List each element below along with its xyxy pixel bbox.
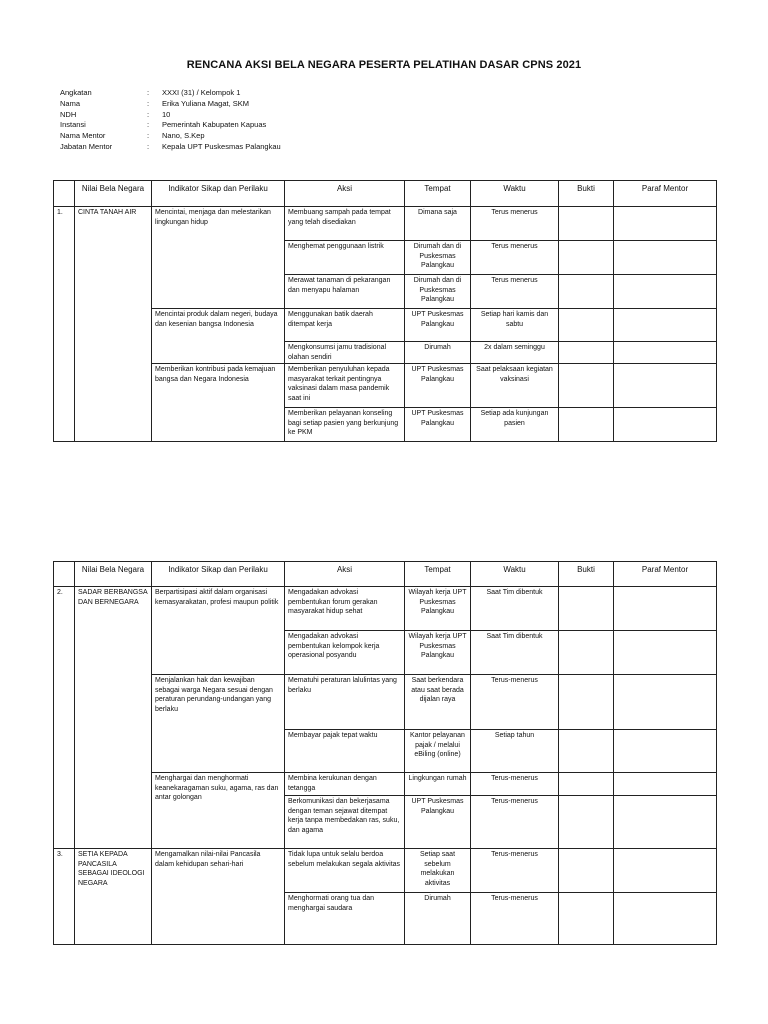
info-colon: : bbox=[147, 131, 150, 141]
paraf-cell bbox=[614, 773, 717, 796]
action-plan-table-2 bbox=[53, 561, 717, 945]
paraf-cell bbox=[614, 207, 717, 241]
nilai-bela-negara: CINTA TANAH AIR bbox=[75, 207, 152, 442]
waktu-cell: Saat Tim dibentuk bbox=[471, 587, 559, 631]
tempat-cell: Setiap saat sebelum melakukan aktivitas bbox=[405, 849, 471, 893]
document-title: RENCANA AKSI BELA NEGARA PESERTA PELATIHAN DASAR CPNS 2021 bbox=[186, 59, 582, 71]
info-value: Pemerintah Kabupaten Kapuas bbox=[162, 120, 267, 130]
tempat-cell: Dirumah bbox=[405, 893, 471, 945]
bukti-cell bbox=[559, 364, 614, 408]
tempat-cell: Kantor pelayanan pajak / melalui eBiling (online) bbox=[405, 730, 471, 773]
tempat-cell: Wilayah kerja UPT Puskesmas Palangkau bbox=[405, 587, 471, 631]
tempat-cell: Dirumah bbox=[405, 342, 471, 364]
waktu-cell: Terus menerus bbox=[471, 207, 559, 241]
action-plan-table-1 bbox=[53, 180, 717, 442]
header-waktu: Waktu bbox=[471, 181, 559, 207]
paraf-cell bbox=[614, 893, 717, 945]
header-nilai: Nilai Bela Negara bbox=[75, 562, 152, 587]
paraf-cell bbox=[614, 364, 717, 408]
waktu-cell: Terus-menerus bbox=[471, 893, 559, 945]
info-label: Instansi bbox=[60, 120, 86, 130]
table-row bbox=[54, 773, 717, 796]
nilai-bela-negara: SETIA KEPADA PANCASILA SEBAGAI IDEOLOGI NEGARA bbox=[75, 849, 152, 945]
aksi-cell: Mengadakan advokasi pembentukan forum gerakan masyarakat hidup sehat bbox=[285, 587, 405, 631]
aksi-cell: Memberikan penyuluhan kepada masyarakat terkait pentingnya vaksinasi dalam masa pandemik saat ini bbox=[285, 364, 405, 408]
header-paraf: Paraf Mentor bbox=[614, 181, 717, 207]
info-row-nama-mentor bbox=[60, 131, 281, 142]
bukti-cell bbox=[559, 730, 614, 773]
info-label: Jabatan Mentor bbox=[60, 141, 113, 151]
waktu-cell: Setiap hari kamis dan sabtu bbox=[471, 309, 559, 342]
info-row-ndh bbox=[60, 110, 281, 121]
waktu-cell: Terus-menerus bbox=[471, 796, 559, 849]
paraf-cell bbox=[614, 408, 717, 442]
waktu-cell: Terus-menerus bbox=[471, 675, 559, 730]
header-waktu: Waktu bbox=[471, 562, 559, 587]
waktu-cell: Setiap ada kunjungan pasien bbox=[471, 408, 559, 442]
info-label: NDH bbox=[60, 109, 77, 119]
bukti-cell bbox=[559, 275, 614, 309]
indikator-cell: Menjalankan hak dan kewajiban sebagai warga Negara sesuai dengan peraturan perundang-undangan yang berlaku bbox=[152, 675, 285, 773]
info-label: Angkatan bbox=[60, 88, 92, 97]
info-row-instansi bbox=[60, 120, 281, 131]
info-value: Kepala UPT Puskesmas Palangkau bbox=[162, 141, 281, 151]
info-colon: : bbox=[147, 141, 150, 151]
indikator-cell: Menghargai dan menghormati keanekaragaman suku, agama, ras dan antar golongan bbox=[152, 773, 285, 849]
indikator-cell: Mengamalkan nilai-nilai Pancasila dalam kehidupan sehari-hari bbox=[152, 849, 285, 945]
header-indikator: Indikator Sikap dan Perilaku bbox=[152, 562, 285, 587]
paraf-cell bbox=[614, 631, 717, 675]
bukti-cell bbox=[559, 207, 614, 241]
info-colon: : bbox=[147, 88, 150, 97]
bukti-cell bbox=[559, 796, 614, 849]
header-bukti: Bukti bbox=[559, 562, 614, 587]
info-colon: : bbox=[147, 120, 150, 130]
header-aksi: Aksi bbox=[285, 181, 405, 207]
tempat-cell: Dirumah dan di Puskesmas Palangkau bbox=[405, 241, 471, 275]
paraf-cell bbox=[614, 587, 717, 631]
info-colon: : bbox=[147, 109, 150, 119]
waktu-cell: Terus-menerus bbox=[471, 773, 559, 796]
waktu-cell: Terus menerus bbox=[471, 241, 559, 275]
bukti-cell bbox=[559, 773, 614, 796]
tempat-cell: UPT Puskesmas Palangkau bbox=[405, 364, 471, 408]
table-row bbox=[54, 207, 717, 241]
info-label: Nama Mentor bbox=[60, 131, 106, 141]
info-row-jabatan-mentor bbox=[60, 142, 281, 153]
info-value: Erika Yuliana Magat, SKM bbox=[162, 98, 249, 108]
waktu-cell: 2x dalam seminggu bbox=[471, 342, 559, 364]
table-row bbox=[54, 849, 717, 893]
info-value: 10 bbox=[162, 109, 171, 119]
waktu-cell: Terus menerus bbox=[471, 275, 559, 309]
header-paraf: Paraf Mentor bbox=[614, 562, 717, 587]
table-row bbox=[54, 364, 717, 408]
table-header-row bbox=[54, 562, 717, 587]
info-value: Nano, S.Kep bbox=[162, 131, 205, 141]
aksi-cell: Menggunakan batik daerah ditempat kerja bbox=[285, 309, 405, 342]
aksi-cell: Mengadakan advokasi pembentukan kelompok kerja operasional posyandu bbox=[285, 631, 405, 675]
tempat-cell: UPT Puskesmas Palangkau bbox=[405, 309, 471, 342]
paraf-cell bbox=[614, 342, 717, 364]
waktu-cell: Saat pelaksaan kegiatan vaksinasi bbox=[471, 364, 559, 408]
header-bukti: Bukti bbox=[559, 181, 614, 207]
header-indikator: Indikator Sikap dan Perilaku bbox=[152, 181, 285, 207]
table-header-row bbox=[54, 181, 717, 207]
bukti-cell bbox=[559, 408, 614, 442]
bukti-cell bbox=[559, 241, 614, 275]
paraf-cell bbox=[614, 675, 717, 730]
row-number: 2. bbox=[54, 587, 75, 849]
aksi-cell: Mengkonsumsi jamu tradisional olahan sendiri bbox=[285, 342, 405, 364]
waktu-cell: Saat Tim dibentuk bbox=[471, 631, 559, 675]
aksi-cell: Memberikan pelayanan konseling bagi setiap pasien yang berkunjung ke PKM bbox=[285, 408, 405, 442]
tempat-cell: Saat berkendara atau saat berada dijalan raya bbox=[405, 675, 471, 730]
bukti-cell bbox=[559, 631, 614, 675]
tempat-cell: Dirumah dan di Puskesmas Palangkau bbox=[405, 275, 471, 309]
info-colon: : bbox=[147, 98, 150, 108]
aksi-cell: Membayar pajak tepat waktu bbox=[285, 730, 405, 773]
indikator-cell: Mencintai, menjaga dan melestarikan lingkungan hidup bbox=[152, 207, 285, 309]
header-no bbox=[54, 181, 75, 207]
table-row bbox=[54, 587, 717, 631]
aksi-cell: Berkomunikasi dan bekerjasama dengan teman sejawat ditempat kerja tanpa membedakan ras, suku, dan agama bbox=[285, 796, 405, 849]
aksi-cell: Membuang sampah pada tempat yang telah disediakan bbox=[285, 207, 405, 241]
paraf-cell bbox=[614, 849, 717, 893]
tempat-cell: UPT Puskesmas Palangkau bbox=[405, 796, 471, 849]
nilai-bela-negara: SADAR BERBANGSA DAN BERNEGARA bbox=[75, 587, 152, 849]
tempat-cell: Dimana saja bbox=[405, 207, 471, 241]
paraf-cell bbox=[614, 796, 717, 849]
info-row-angkatan bbox=[60, 88, 281, 99]
table-row bbox=[54, 675, 717, 730]
paraf-cell bbox=[614, 241, 717, 275]
tempat-cell: Lingkungan rumah bbox=[405, 773, 471, 796]
info-label: Nama bbox=[60, 98, 81, 108]
header-nilai: Nilai Bela Negara bbox=[75, 181, 152, 207]
aksi-cell: Menghormati orang tua dan menghargai saudara bbox=[285, 893, 405, 945]
header-tempat: Tempat bbox=[405, 562, 471, 587]
bukti-cell bbox=[559, 849, 614, 893]
info-value: XXXI (31) / Kelompok 1 bbox=[162, 88, 241, 97]
waktu-cell: Terus-menerus bbox=[471, 849, 559, 893]
header-no bbox=[54, 562, 75, 587]
tempat-cell: Wilayah kerja UPT Puskesmas Palangkau bbox=[405, 631, 471, 675]
aksi-cell: Merawat tanaman di pekarangan dan menyapu halaman bbox=[285, 275, 405, 309]
bukti-cell bbox=[559, 675, 614, 730]
waktu-cell: Setiap tahun bbox=[471, 730, 559, 773]
indikator-cell: Berpartisipasi aktif dalam organisasi kemasyarakatan, profesi maupun politik bbox=[152, 587, 285, 675]
indikator-cell: Mencintai produk dalam negeri, budaya dan kesenian bangsa Indonesia bbox=[152, 309, 285, 364]
paraf-cell bbox=[614, 275, 717, 309]
header-aksi: Aksi bbox=[285, 562, 405, 587]
bukti-cell bbox=[559, 893, 614, 945]
paraf-cell bbox=[614, 309, 717, 342]
aksi-cell: Mematuhi peraturan lalulintas yang berlaku bbox=[285, 675, 405, 730]
bukti-cell bbox=[559, 342, 614, 364]
paraf-cell bbox=[614, 730, 717, 773]
bukti-cell bbox=[559, 309, 614, 342]
table-row bbox=[54, 309, 717, 342]
row-number: 3. bbox=[54, 849, 75, 945]
bukti-cell bbox=[559, 587, 614, 631]
indikator-cell: Memberikan kontribusi pada kemajuan bangsa dan Negara Indonesia bbox=[152, 364, 285, 442]
header-tempat: Tempat bbox=[405, 181, 471, 207]
aksi-cell: Membina kerukunan dengan tetangga bbox=[285, 773, 405, 796]
aksi-cell: Tidak lupa untuk selalu berdoa sebelum melakukan segala aktivitas bbox=[285, 849, 405, 893]
info-row-nama bbox=[60, 99, 281, 110]
row-number: 1. bbox=[54, 207, 75, 442]
tempat-cell: UPT Puskesmas Palangkau bbox=[405, 408, 471, 442]
participant-info bbox=[60, 88, 281, 153]
aksi-cell: Menghemat penggunaan listrik bbox=[285, 241, 405, 275]
